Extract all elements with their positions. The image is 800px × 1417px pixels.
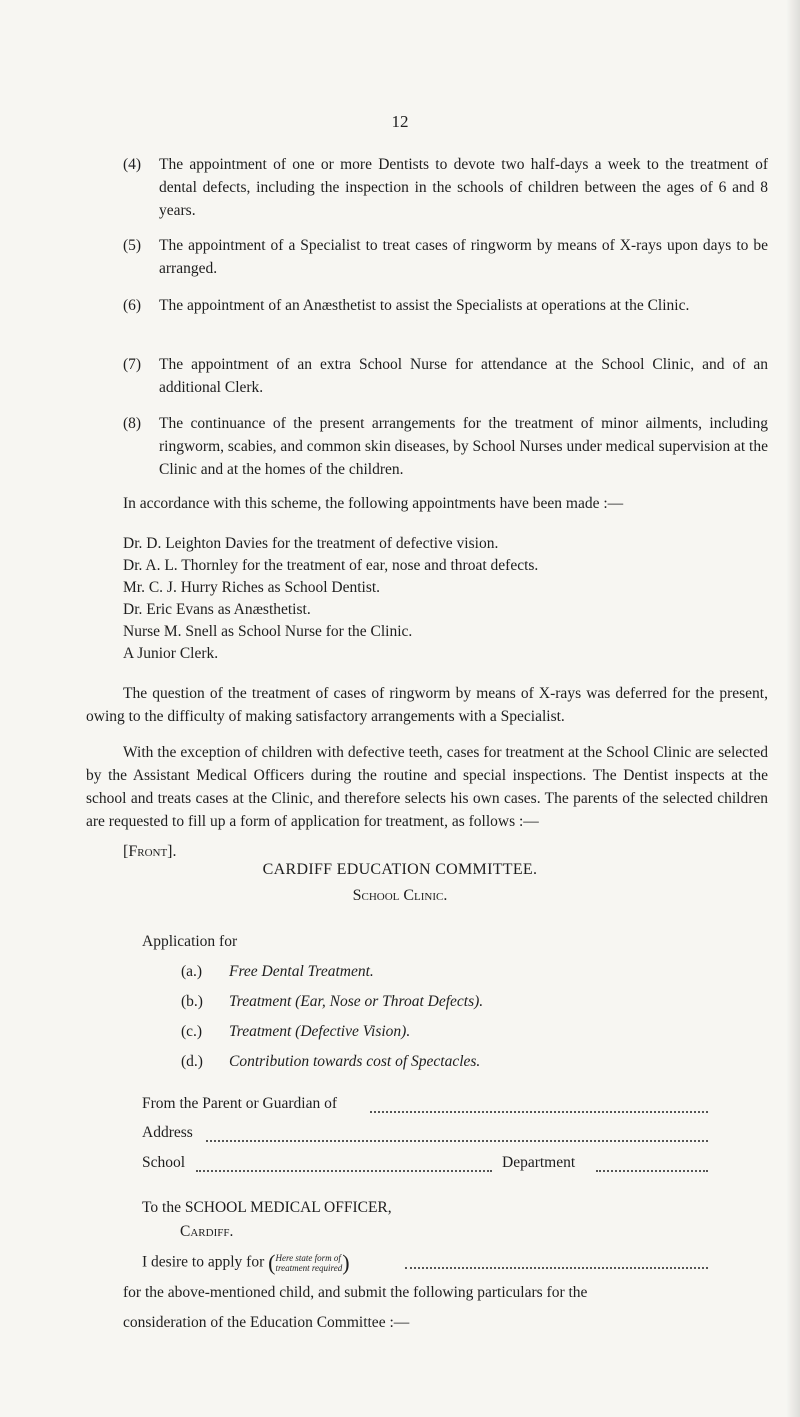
application-for-label: Application for: [142, 933, 238, 950]
appointment-line: Dr. D. Leighton Davies for the treatment of defective vision.: [123, 535, 499, 552]
item-text: The appointment of an extra School Nurse for attendance at the School Clinic, and of an additional Clerk.: [159, 356, 768, 396]
appointment-line: Dr. A. L. Thornley for the treatment of ear, nose and throat defects.: [123, 557, 539, 574]
desire-text: I desire to apply for: [142, 1253, 265, 1271]
department-field[interactable]: [596, 1170, 708, 1172]
clinic-heading: School Clinic.: [352, 887, 448, 904]
item-number: (5): [123, 237, 142, 254]
item-number: (4): [123, 156, 142, 173]
item-text: The appointment of one or more Dentists to devote two half-days a week to the treatment of dental defects, including the inspection in the schools of children between the ages of 6 and 8 years.: [159, 156, 768, 219]
treatment-note-line1: Here state form of: [275, 1253, 341, 1263]
option-text: Contribution towards cost of Spectacles.: [229, 1053, 481, 1070]
item-text: The appointment of a Specialist to treat cases of ringworm by means of X-rays upon days to be arranged.: [159, 237, 768, 277]
department-label: Department: [502, 1154, 576, 1171]
list-item: [123, 294, 768, 317]
appointment-line: Mr. C. J. Hurry Riches as School Dentist.: [123, 579, 381, 596]
to-officer-line: To the SCHOOL MEDICAL OFFICER,: [142, 1199, 392, 1216]
from-guardian-label: From the Parent or Guardian of: [142, 1095, 337, 1112]
open-paren: (: [268, 1250, 276, 1275]
appointment-line: Nurse M. Snell as School Nurse for the Clinic.: [123, 623, 413, 640]
from-guardian-field[interactable]: [370, 1111, 708, 1113]
appointment-line: Dr. Eric Evans as Anæsthetist.: [123, 601, 311, 618]
list-item: [123, 412, 768, 481]
item-text: The appointment of an Anæsthetist to assist the Specialists at operations at the Clinic.: [159, 297, 690, 314]
front-label: [Front].: [123, 843, 177, 860]
option-text: Treatment (Ear, Nose or Throat Defects).: [229, 993, 484, 1010]
treatment-note-line2: treatment required: [275, 1263, 343, 1273]
option-letter: (d.): [181, 1053, 203, 1070]
option-letter: (b.): [181, 993, 203, 1010]
desire-line: [142, 1250, 350, 1276]
ringworm-paragraph: The question of the treatment of cases of ringworm by means of X-rays was deferred for the present, owing to the difficulty of making satisfactory arrangements with a Specialist.: [86, 685, 768, 725]
list-item: [123, 353, 768, 399]
option-letter: (a.): [181, 963, 203, 980]
list-item: [123, 234, 768, 280]
treatment-note: [275, 1253, 342, 1273]
address-label: Address: [142, 1124, 193, 1141]
item-number: (7): [123, 356, 142, 373]
option-letter: (c.): [181, 1023, 203, 1040]
option-text: Treatment (Defective Vision).: [229, 1023, 411, 1040]
consideration-line: consideration of the Education Committee :—: [123, 1314, 410, 1331]
page-number: 12: [391, 112, 409, 131]
option-text: Free Dental Treatment.: [229, 963, 374, 980]
page-edge-shadow: [786, 0, 800, 1417]
address-field[interactable]: [206, 1140, 708, 1142]
appointment-line: A Junior Clerk.: [123, 645, 219, 662]
exception-paragraph: With the exception of children with defective teeth, cases for treatment at the School Clinic are selected by the Assistant Medical Officers during the routine and special inspections. The Dentist inspects at the school and treats cases at the Clinic, and therefore selects his own cases. The parents of the selected children are requested to fill up a form of application for treatment, as follows :—: [86, 744, 768, 830]
accordance-text: In accordance with this scheme, the following appointments have been made :—: [123, 495, 624, 512]
list-item: [123, 153, 768, 222]
item-number: (6): [123, 297, 142, 314]
item-number: (8): [123, 415, 142, 432]
treatment-field[interactable]: [405, 1267, 708, 1269]
close-paren: ): [342, 1250, 350, 1275]
committee-heading: CARDIFF EDUCATION COMMITTEE.: [262, 861, 538, 878]
school-field[interactable]: [196, 1170, 492, 1172]
cardiff-line: Cardiff.: [180, 1223, 234, 1240]
school-label: School: [142, 1154, 186, 1171]
item-text: The continuance of the present arrangements for the treatment of minor ailments, including ringworm, scabies, and common skin diseases, by School Nurses under medical supervision at the Clinic and at the homes of the children.: [159, 415, 768, 478]
above-mentioned-line: for the above-mentioned child, and submit the following particulars for the: [123, 1284, 588, 1301]
